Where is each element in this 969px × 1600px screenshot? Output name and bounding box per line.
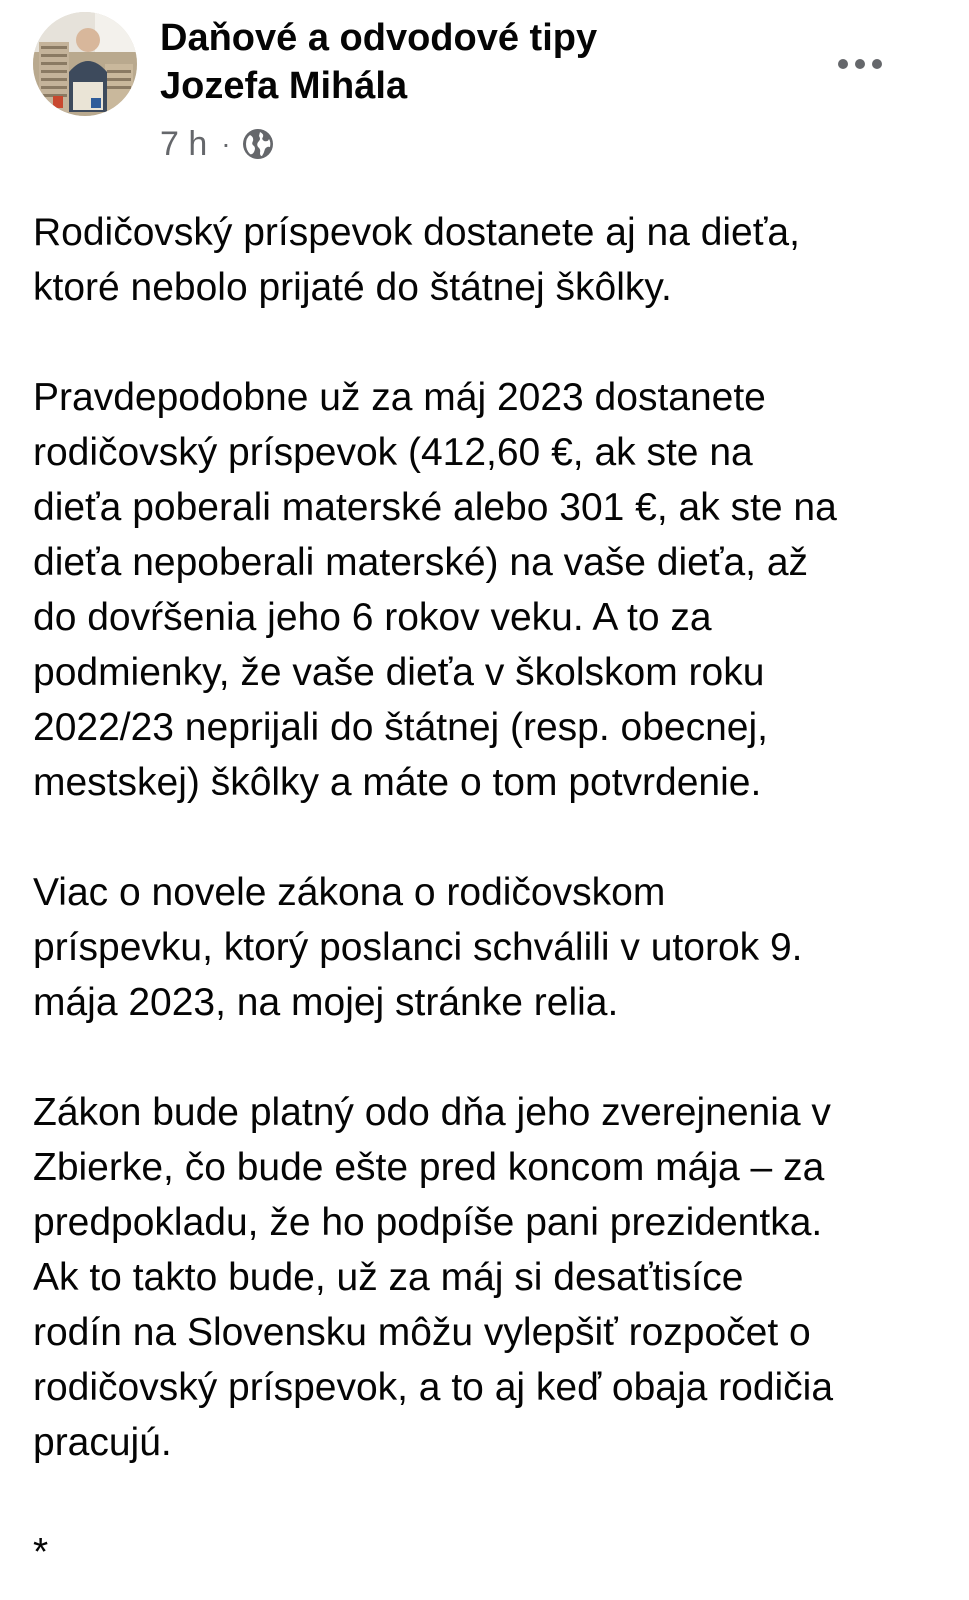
more-options-button[interactable]: [828, 44, 892, 84]
post-paragraph: Rodičovský príspevok dostanete aj na dieťa, ktoré nebolo prijaté do štátnej škôlky.: [33, 211, 800, 309]
post-meta: [160, 122, 275, 166]
post-paragraph-asterisk: *: [33, 1531, 49, 1574]
avatar-image: [33, 12, 137, 116]
page-name-line2: Jozefa Mihála: [160, 65, 408, 107]
more-horizontal-icon: [837, 58, 883, 70]
post-timestamp[interactable]: 7 h: [160, 124, 208, 163]
page-avatar[interactable]: [33, 12, 137, 116]
post-header: [0, 0, 969, 170]
meta-separator: ·: [221, 128, 231, 159]
page-name[interactable]: [160, 14, 780, 110]
globe-icon: [241, 127, 275, 161]
post-paragraph: Zákon bude platný odo dňa jeho zverejnenia v Zbierke, čo bude ešte pred koncom mája – za predpokladu, že ho podpíše pani prezidentka. Ak to takto bude, už za máj si desaťtisíce rodín na Slovensku môžu vylepšiť rozpočet o rodičovský príspevok, a to aj keď obaja rodičia pracujú.: [33, 1091, 834, 1464]
post-paragraph: Viac o novele zákona o rodičovskom príspevku, ktorý poslanci schválili v utorok 9. mája 2023, na mojej stránke relia.: [33, 871, 803, 1024]
page-name-line1: Daňové a odvodové tipy: [160, 17, 598, 59]
post-text: [33, 205, 943, 1580]
post-paragraph: Pravdepodobne už za máj 2023 dostanete rodičovský príspevok (412,60 €, ak ste na dieťa poberali materské alebo 301 €, ak ste na dieťa nepoberali materské) na vaše dieťa, až do dovŕšenia jeho 6 rokov veku. A to za podmienky, že vaše dieťa v školskom roku 2022/23 neprijali do štátnej (resp. obecnej, mestskej) škôlky a máte o tom potvrdenie.: [33, 376, 837, 804]
